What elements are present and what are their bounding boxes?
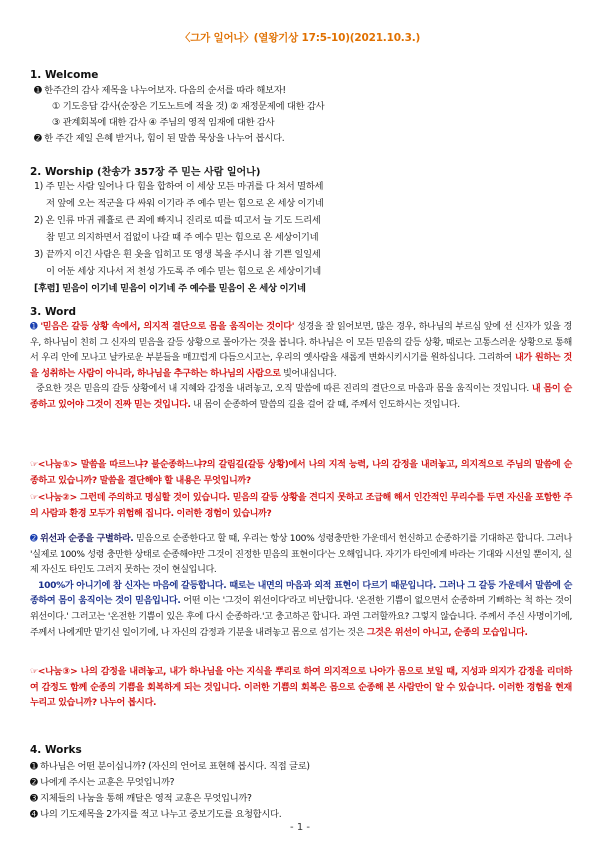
works-question: ➋ 나에게 주시는 교훈은 무엇입니까?: [30, 777, 175, 788]
point-highlight: 내가 원하는 것을 성취하는 사람이 아니라, 하나님을 추구하는 하나님의 사람으로: [30, 353, 572, 379]
welcome-line: ➋ 한 주간 제일 은혜 받거나, 힘이 된 말씀 묵상을 나누어 봅시다.: [34, 133, 285, 144]
point-text: 성경을 잘 읽어보면, 많은 경우, 하나님의 부르심 앞에 선 신자가 있을 경우, 하나님이 친히 그 신자의 믿음을 갈등 상황으로 몰아가는 것을 봅니다. 하나님은 이 모든 믿음의 갈등 상황, 때로는 고통스러운 상황으로 통해서 우리 안에 모나고 날카로운 부분들을 매끄럽게 다듬으시고는, 우리의 옛사람을 새롭게 변화시키시기를 원하십니다. 그리하여: [30, 322, 572, 364]
point-text: 내 몸이 순종하여 말씀의 길을 걸어 갈 때, 주께서 인도하시는 것입니다.: [190, 399, 460, 410]
share-question-3: ☞<나눔③> 나의 감정을 내려놓고, 내가 하나님을 아는 지식을 뿌리로 하여 의지적으로 나아가 몸으로 보일 때, 지성과 의지가 감정을 리더하여 감정도 함께 순종의 기쁨을 회복하게 되는 것입니다. 이러한 기쁨의 회복은 몸으로 순종해 본 사람만이 알 수 있습니다. 이러한 경험을 현재 누리고 있습니까? 나누어 봅시다.: [30, 667, 572, 709]
hymn-verse-line: 2) 온 인류 마귀 궤휼로 큰 죄에 빠지니 진리로 띠를 띠고서 늘 기도 드리세: [34, 215, 321, 226]
welcome-heading: 1. Welcome: [30, 69, 99, 81]
hymn-verse-line: 저 앞에 오는 적군을 다 싸워 이기라 주 예수 믿는 힘으로 온 세상 이기네: [46, 198, 324, 209]
point-number: ➊: [30, 322, 38, 332]
point-number: ➋: [30, 534, 38, 544]
worship-heading: [30, 163, 260, 178]
point-highlight: 그것은 위선이 아니고, 순종의 모습입니다.: [366, 627, 528, 638]
welcome-line: ① 기도응답 감사(순장은 기도노트에 적을 것) ② 재정문제에 대한 감사: [52, 101, 325, 112]
works-heading: 4. Works: [30, 744, 82, 756]
word-point-1: [30, 320, 572, 414]
hymn-verse-line: 3) 끝까지 이긴 사람은 흰 옷을 입히고 또 영생 복을 주시니 참 기쁜 일일세: [34, 249, 321, 260]
point-emphasis: 100%가 아니기에 참 신자는 마음에 갈등합니다. 때로는 내면의 마음과 외적 표현이 다르기 때문입니다. 그러나 그 갈등 가운데서 말씀에 순종하여 몸이 움직이는 것이 믿음입니다.: [30, 580, 573, 607]
hymn-verse-line: 참 믿고 의지하면서 겁없이 나갈 때 주 예수 믿는 힘으로 온 세상이기네: [46, 232, 319, 243]
point-headline: 위선과 순종을 구별하라.: [39, 534, 134, 544]
hymn-verse-line: 이 어둔 세상 지나서 저 천성 가도록 주 예수 믿는 힘으로 온 세상이기네: [46, 266, 321, 277]
point-headline: '믿음은 갈등 상황 속에서, 의지적 결단으로 몸을 움직이는 것이다': [40, 322, 295, 332]
hymn-chorus: [후렴] 믿음이 이기네 믿음이 이기네 주 예수를 믿음이 온 세상 이기네: [34, 283, 306, 294]
point-text: 어떤 이는 '그것이 위선이다'라고 비난합니다. '온전한 기쁨이 없으면서 순종하며 기뻐하는 척 하는 것이 위선이다.' 그러고는 '온전한 기쁨이 있은 후에 다시 순종하라.'고 충고하곤 합니다. 과연 그러할까요? 그렇지 않습니다. 주께서 주신 사명이기에, 주께서 나에게만 맡기신 일이기에, 나 자신의 감정과 기분을 내려놓고 몸으로 섬기는 것은: [30, 596, 572, 638]
word-heading: 3. Word: [30, 306, 77, 318]
point-text: 믿음으로 순종한다고 할 때, 우리는 항상 100% 성령충만한 가운데서 헌신하고 순종하기를 기대하곤 합니다. 그러나 '실제로 100% 성령 충만한 상태로 순종해야만 그것이 진정한 믿음의 표현이다'는 오해입니다. 자기가 타인에게 바라는 기대와 시선일 뿐이지, 실제 자신도 타인도 그러지 못하는 것이 현실입니다.: [30, 534, 572, 576]
worship-hymn-title: (찬송가 357장 주 믿는 사람 일어나): [97, 167, 261, 178]
word-point-2: [30, 532, 572, 641]
point-text: 빚어내십니다.: [280, 368, 337, 379]
share-question-2: ☞<나눔②> 그런데 주의하고 명심할 것이 있습니다. 믿음의 갈등 상황을 견디지 못하고 조급해 해서 인간적인 무리수를 두면 자신을 포함한 주의 사람과 환경 모두가 위험해 집니다. 이러한 경험이 있습니까?: [30, 493, 572, 519]
point-highlight: 내 몸이 순종하고 있어야 그것이 진짜 믿는 것입니다.: [30, 384, 572, 410]
works-question: ➊ 하나님은 어떤 분이십니까? (자신의 언어로 표현해 봅시다. 직접 글로): [30, 761, 310, 772]
worship-heading-label: 2. Worship: [30, 166, 94, 178]
welcome-line: ➊ 한주간의 감사 제목을 나누어보자. 다음의 순서를 따라 해보자!: [34, 85, 286, 96]
share-question-1: ☞<나눔①> 말씀을 따르느냐? 불순종하느냐?의 갈림길(갈등 상황)에서 나의 지적 능력, 나의 감정을 내려놓고, 의지적으로 주님의 말씀에 순종하고 있습니까? 말씀을 결단해야 할 내용은 무엇입니까?: [30, 460, 572, 486]
works-question: ➍ 나의 기도제목을 2가지를 적고 나누고 중보기도를 요청합시다.: [30, 809, 282, 820]
document-title: 〈그가 일어나〉(열왕기상 17:5-10)(2021.10.3.): [179, 32, 421, 44]
page-number: - 1 -: [290, 822, 310, 833]
point-text: 중요한 것은 믿음의 갈등 상황에서 내 지혜와 감정을 내려놓고, 오직 말씀에 따른 진리의 결단으로 마음과 몸을 움직이는 것입니다.: [35, 384, 532, 395]
hymn-verse-line: 1) 주 믿는 사람 일어나 다 힘을 합하여 이 세상 모든 마귀를 다 쳐서 멸하세: [34, 181, 324, 192]
welcome-line: ③ 관계회복에 대한 감사 ④ 주님의 영적 임재에 대한 감사: [52, 117, 275, 128]
works-question: ➌ 지체들의 나눔을 통해 깨달은 영적 교훈은 무엇입니까?: [30, 793, 252, 804]
